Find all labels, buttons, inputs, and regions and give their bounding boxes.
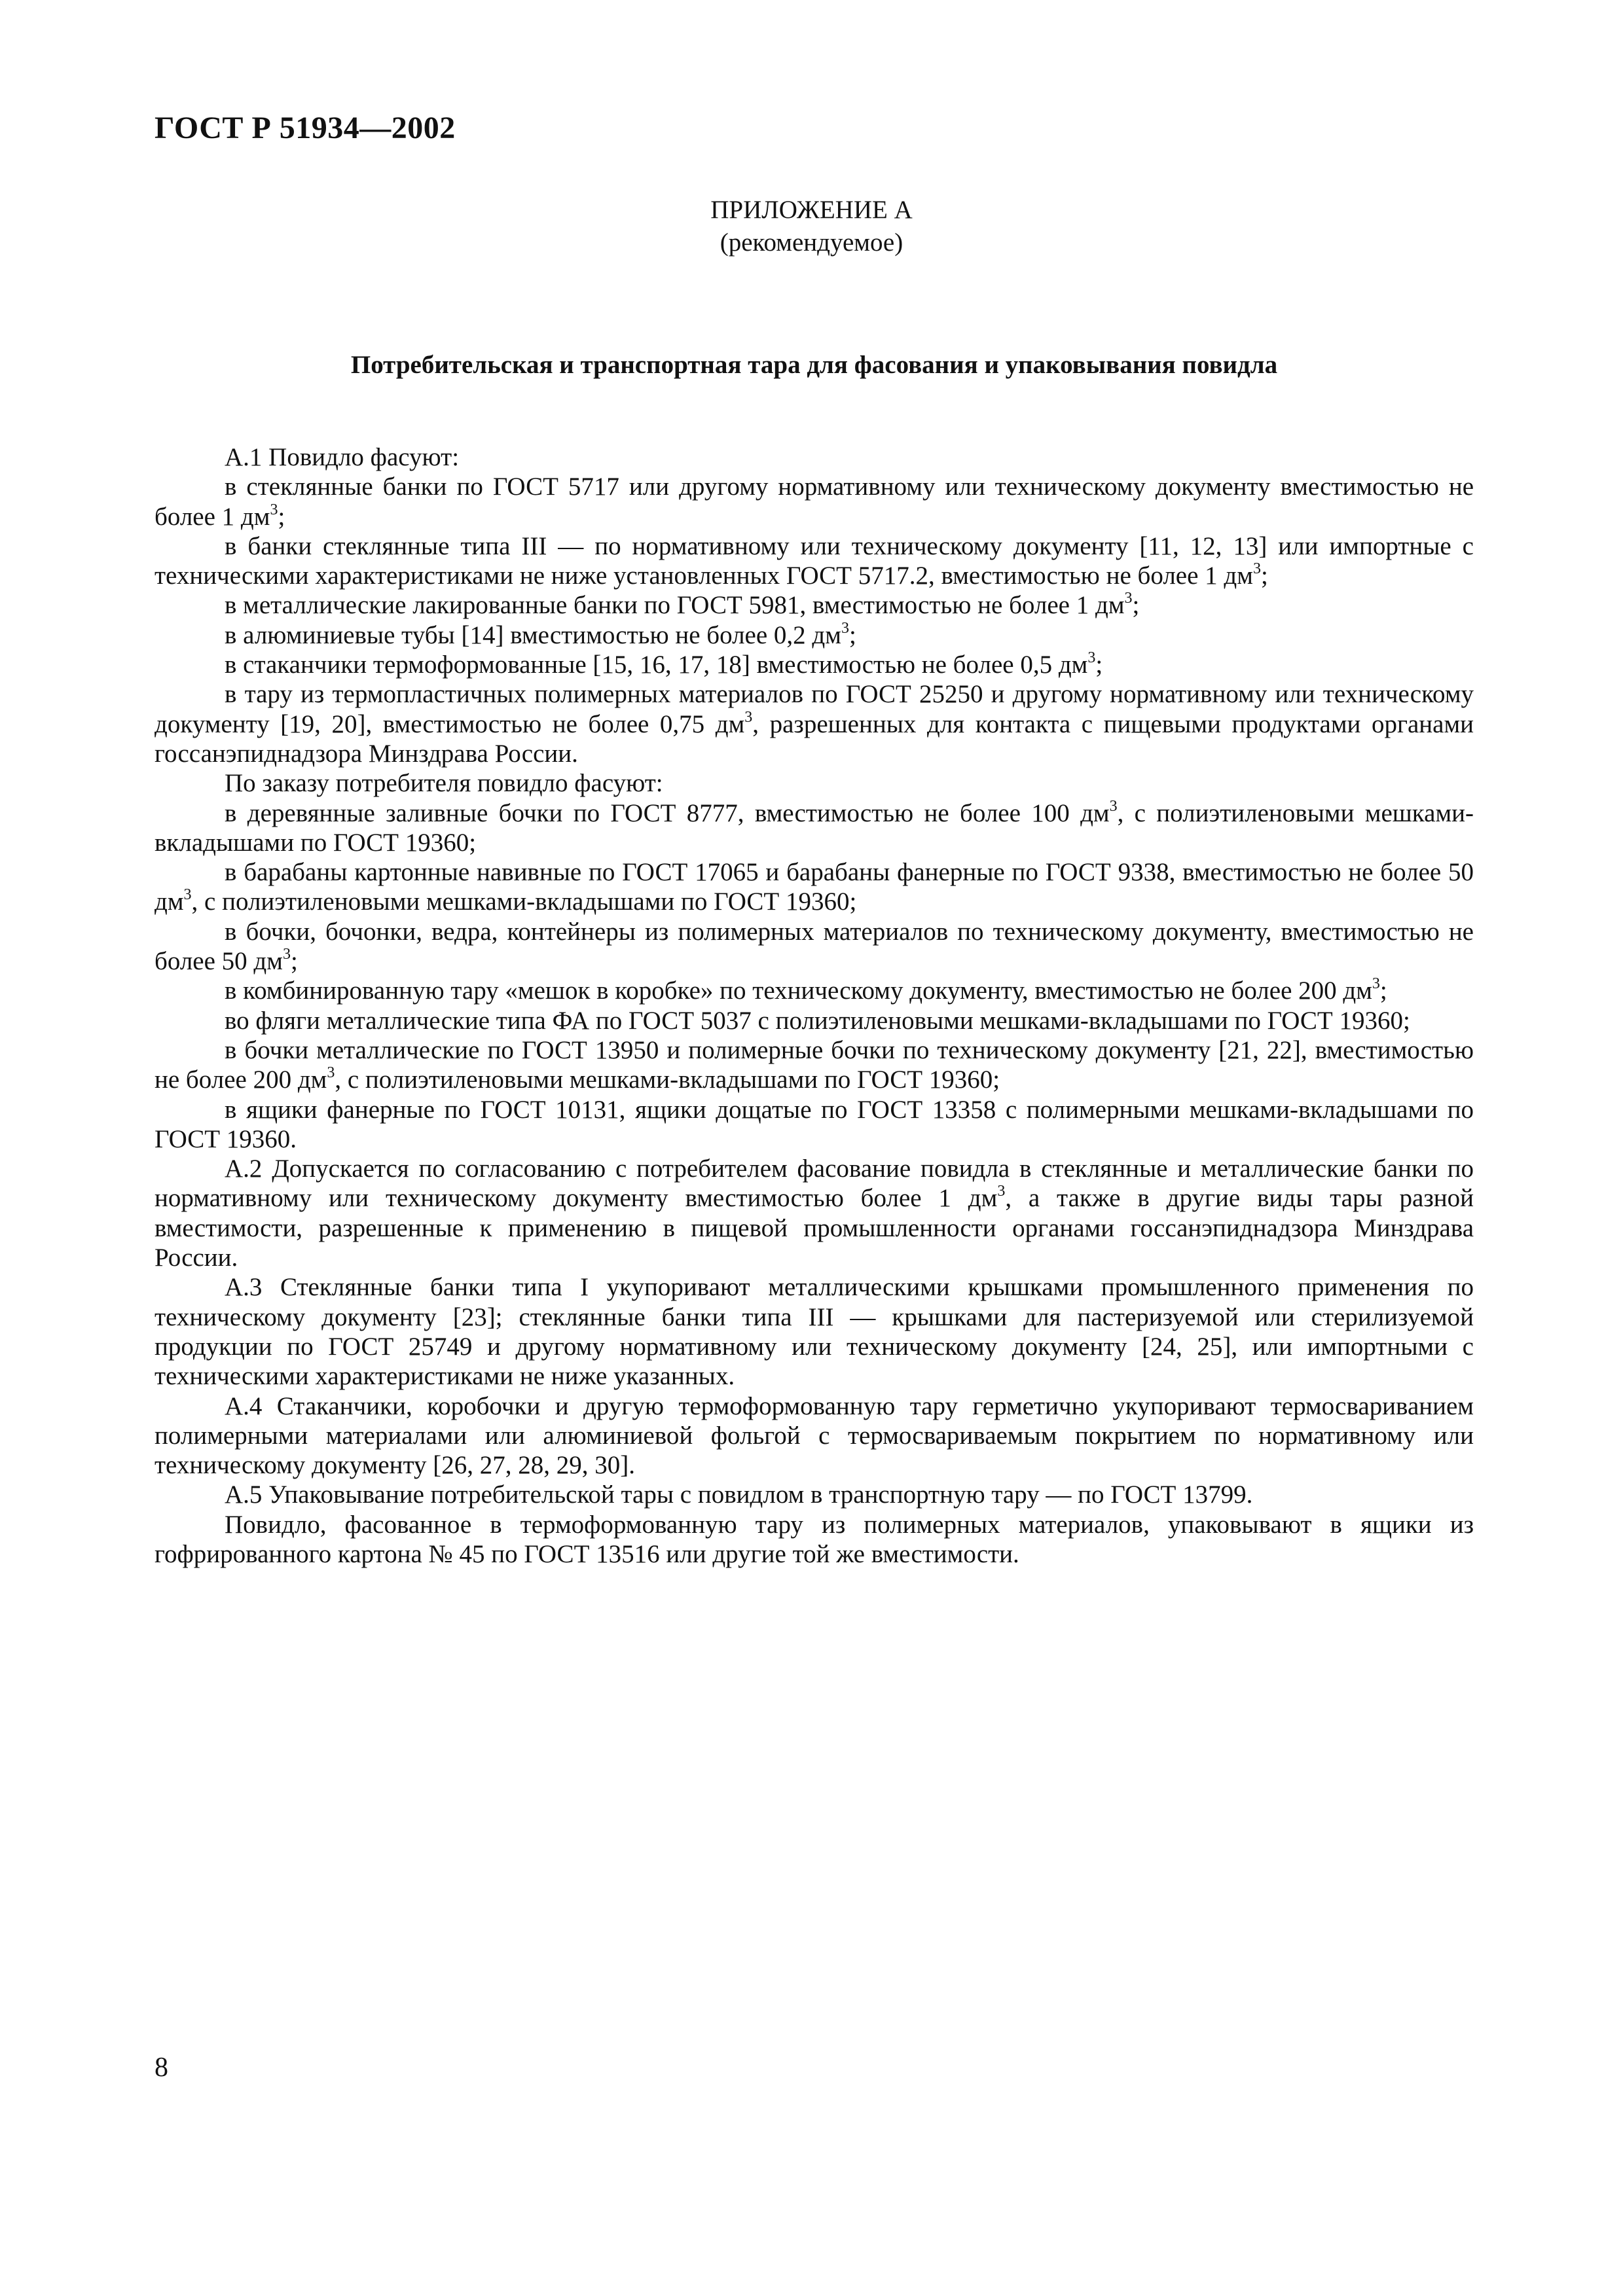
appendix-status: (рекомендуемое) xyxy=(720,228,903,257)
paragraph-a4: А.4 Стаканчики, коробочки и другую термоформованную тару герметично укупоривают термосвариванием полимерными материалами или алюминиевой фольгой с термосвариваемым покрытием по нормативному или техническому документу [26, 27, 28, 29, 30]. xyxy=(155,1391,1474,1480)
appendix-title: ПРИЛОЖЕНИЕ А xyxy=(710,196,913,224)
paragraph-a1-thermoplastic: в тару из термопластичных полимерных материалов по ГОСТ 25250 и другому нормативному или техническому документу [19, 20], вместимостью не более 0,75 $дм^3$, разрешенных для контакта с пищевыми продуктами органами госсанэпиднадзора Минздрава России. xyxy=(155,680,1474,768)
page-number: 8 xyxy=(155,2053,168,2083)
appendix-heading xyxy=(0,194,1623,259)
document-body xyxy=(155,442,1474,1569)
paragraph-order-polymer: в бочки, бочонки, ведра, контейнеры из полимерных материалов по техническому документу, вместимостью не более 50 $дм^3$; xyxy=(155,917,1474,976)
paragraph-order-lead: По заказу потребителя повидло фасуют: xyxy=(225,769,663,798)
paragraph-a1-glass-jars: в стеклянные банки по ГОСТ 5717 или другому нормативному или техническому документу вместимостью не более 1 $дм^3$; xyxy=(155,473,1474,531)
paragraph-a1-metal: в металлические лакированные банки по ГОСТ 5981, вместимостью не более 1 $дм^3$; xyxy=(225,590,1140,620)
section-title: Потребительская и транспортная тара для фасования и упаковывания повидла xyxy=(350,351,1278,379)
paragraph-order-flasks: во фляги металлические типа ФА по ГОСТ 5037 с полиэтиленовыми мешками-вкладышами по ГОСТ 19360; xyxy=(225,1006,1410,1035)
paragraph-order-metal-barrels: в бочки металлические по ГОСТ 13950 и полимерные бочки по техническому документу [21, 22], вместимостью не более 200 $дм^3$, с полиэтиленовыми мешками-вкладышами по ГОСТ 19360; xyxy=(155,1035,1474,1094)
paragraph-a1-cups: в стаканчики термоформованные [15, 16, 17, 18] вместимостью не более 0,5 $дм^3$; xyxy=(225,649,1103,679)
paragraph-a5-thermoformed: Повидло, фасованное в термоформованную тару из полимерных материалов, упаковывают в ящики из гофрированного картона № 45 по ГОСТ 13516 или другие той же вместимости. xyxy=(155,1510,1474,1568)
paragraph-order-drums: в барабаны картонные навивные по ГОСТ 17065 и барабаны фанерные по ГОСТ 9338, вместимостью не более 50 $дм^3$, с полиэтиленовыми мешками-вкладышами по ГОСТ 19360; xyxy=(155,858,1474,916)
paragraph-a5: А.5 Упаковывание потребительской тары с повидлом в транспортную тару — по ГОСТ 13799. xyxy=(225,1480,1253,1509)
paragraph-a1-tubes: в алюминиевые тубы [14] вместимостью не более 0,2 $дм^3$; xyxy=(225,619,856,649)
paragraph-order-bag-in-box: в комбинированную тару «мешок в коробке» по техническому документу, вместимостью не более 200 $дм^3$; xyxy=(225,975,1387,1005)
paragraph-order-boxes: в ящики фанерные по ГОСТ 10131, ящики дощатые по ГОСТ 13358 с полимерными мешками-вкладышами по ГОСТ 19360. xyxy=(155,1095,1474,1153)
paragraph-a1-glass-type3: в банки стеклянные типа III — по нормативному или техническому документу [11, 12, 13] или импортные с техническими характеристиками не ниже установленных ГОСТ 5717.2, вместимостью не более 1 $дм^3$; xyxy=(155,531,1474,590)
paragraph-order-barrels: в деревянные заливные бочки по ГОСТ 8777, вместимостью не более 100 $дм^3$, с полиэтиленовыми мешками-вкладышами по ГОСТ 19360; xyxy=(155,797,1474,857)
paragraph-a3: А.3 Стеклянные банки типа I укупоривают металлическими крышками промышленного применения по техническому документу [23]; стеклянные банки типа III — крышками для пастеризуемой или стерилизуемой продукции по ГОСТ 25749 и другому нормативному или техническому документу [24, 25], или импортными с техническими характеристиками не ниже указанных. xyxy=(155,1273,1474,1391)
document-code-header: ГОСТ Р 51934—2002 xyxy=(155,111,456,145)
paragraph-a2: А.2 Допускается по согласованию с потребителем фасование повидла в стеклянные и металлические банки по нормативному или техническому документу вместимостью более 1 $дм^3$, а также в другие виды тары разной вместимости, разрешенные к применению в пищевой промышленности органами госсанэпиднадзора Минздрава России. xyxy=(155,1155,1474,1272)
paragraph-a1-lead: А.1 Повидло фасуют: xyxy=(225,443,460,471)
